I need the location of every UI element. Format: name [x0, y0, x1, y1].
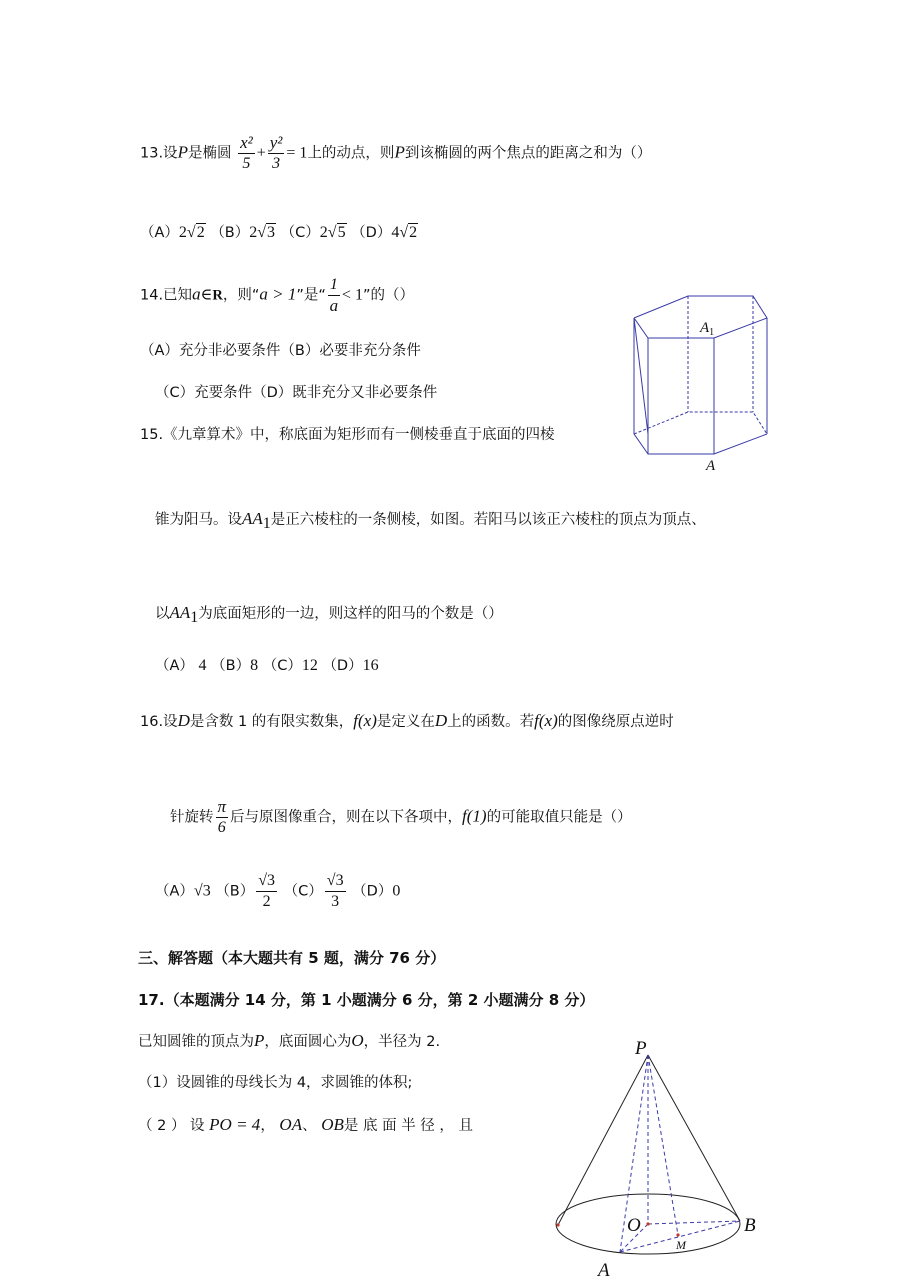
q13-stem: 13.设P是椭圆 $\frac{\text{x²}}{5}$ + $\frac{\text{y²}}{3}$ = 1上的动点，则P到该椭圆的两个焦点的距离之和为（） [140, 133, 652, 172]
q17-head: 17.（本题满分 14 分，第 1 小题满分 6 分，第 2 小题满分 8 分） [138, 991, 595, 1009]
hexagonal-prism-figure [620, 288, 780, 478]
q15-options: （A） 4 （B）8 （C）12 （D）16 [155, 657, 379, 674]
q17-line1: 已知圆锥的顶点为P，底面圆心为O，半径为 2. [138, 1031, 441, 1050]
cone-label-P: P [635, 1038, 647, 1059]
q16-line2: 针旋转 $\frac{\pi}{6}$ 后与原图像重合，则在以下各项中，f(1)的可能取值只能是（） [170, 797, 632, 836]
q14-options-1: （A）充分非必要条件（B）必要非充分条件 [140, 343, 421, 359]
q15-line3: 以$AA_1$为底面矩形的一边，则这样的阳马的个数是（） [155, 603, 503, 626]
q14-frac: $\frac{1}{a}$ [329, 276, 339, 315]
label-A: A [706, 458, 716, 474]
cone-figure [548, 1035, 768, 1280]
q14-options-2: （C）充要条件（D）既非充分又非必要条件 [155, 385, 438, 401]
q17-line2: （1）设圆锥的母线长为 4，求圆锥的体积; [138, 1075, 413, 1091]
cone-label-M: M [676, 1238, 686, 1252]
q15-line1: 15.《九章算术》中，称底面为矩形而有一侧棱垂直于底面的四棱 [140, 427, 555, 443]
q16-frac-pi: $\frac{\pi}{6}$ [217, 797, 227, 836]
q13-frac-x: $\frac{\text{x²}}{5}$ [240, 133, 253, 172]
q13-frac-y: $\frac{\text{y²}}{3}$ [269, 133, 283, 172]
cone-label-O: O [627, 1215, 641, 1236]
q15-line2: 锥为阳马。设$AA_1$是正六棱柱的一条侧棱，如图。若阳马以该正六棱柱的顶点为顶点、 [155, 509, 706, 532]
cone-label-B: B [744, 1215, 756, 1236]
q17-line3: （ 2 ） 设 PO = 4， OA、 OB是 底 面 半 径 ， 且 [138, 1115, 474, 1134]
cone-label-A: A [598, 1260, 610, 1281]
q16-opt-c-frac: $\frac{√3}{3}$ [326, 872, 344, 910]
q14-stem: 14.已知a∈R，则“a > 1”是“ $\frac{1}{a}$ < 1”的（） [140, 276, 414, 315]
q16-opt-b-frac: $\frac{√3}{2}$ [258, 872, 276, 910]
q16-options: （A）√3 （B） $\frac{√3}{2}$ （C） $\frac{√3}{3}$ （D）0 [155, 872, 401, 910]
section-3-title: 三、解答题（本大题共有 5 题，满分 76 分） [138, 949, 446, 967]
q13-options: （A）2√2 （B）2√3 （C）2√5 （D）4√2 [140, 224, 418, 241]
q16-line1: 16.设D是含数 1 的有限实数集，f(x)是定义在D上的函数。若f(x)的图像绕原点逆时 [140, 711, 674, 730]
label-A1: $A_1$ [700, 320, 715, 338]
